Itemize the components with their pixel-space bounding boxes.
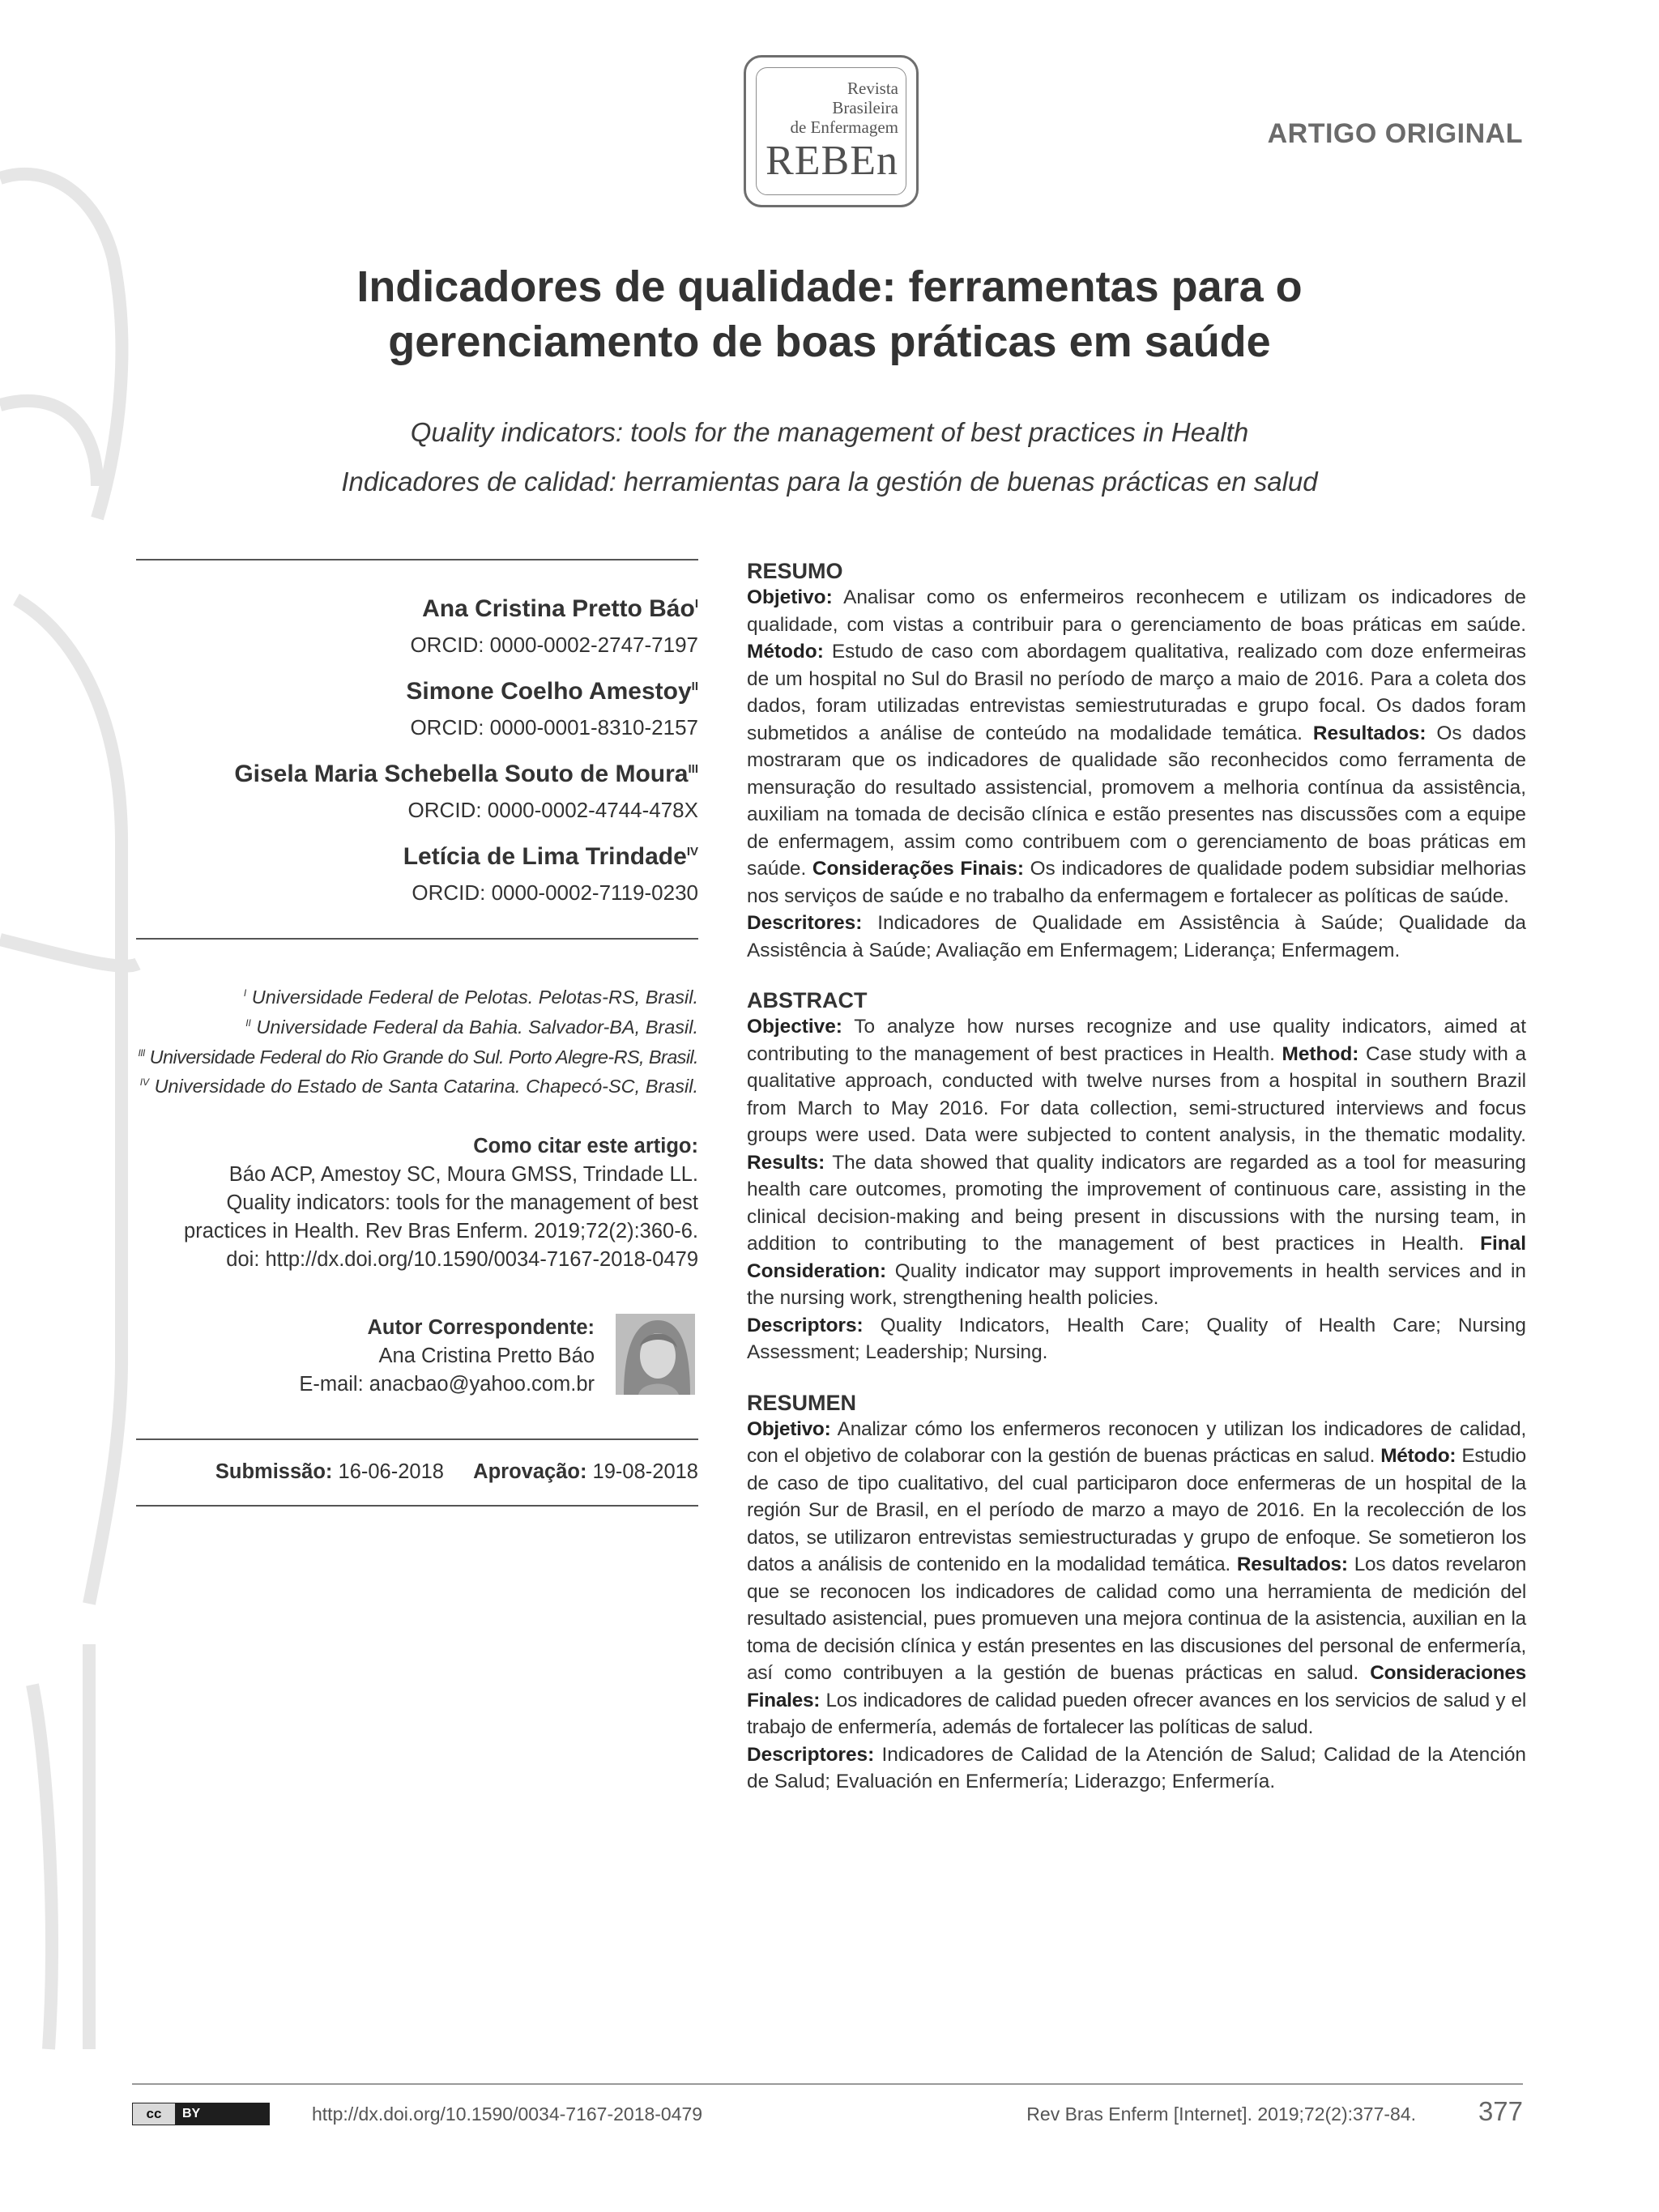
- watermark-figure: [0, 146, 178, 2090]
- dates-row: [136, 1458, 698, 1486]
- approval-label: Aprovação:: [473, 1460, 587, 1483]
- citation-line: Báo ACP, Amestoy SC, Moura GMSS, Trindade LL.: [228, 1163, 698, 1186]
- resumo-heading: RESUMO: [747, 559, 843, 583]
- title-line-2: gerenciamento de boas práticas em saúde: [388, 318, 1271, 366]
- author-mark: II: [691, 680, 698, 693]
- affiliations-block: [136, 980, 698, 1099]
- author-2: [136, 678, 698, 761]
- subtitle-spanish: Indicadores de calidad: herramientas para la gestión de buenas prácticas en salud: [341, 467, 1318, 497]
- by-label: BY: [182, 2107, 201, 2120]
- abstract-heading: ABSTRACT: [747, 988, 868, 1012]
- author-photo: [616, 1314, 695, 1395]
- divider-authors: [136, 938, 698, 940]
- approval-date: 19-08-2018: [592, 1460, 698, 1483]
- affiliation-item: $^{III}$ Universidade Federal do Rio Grande do Sul. Porto Alegre-RS, Brasil.: [138, 1046, 698, 1068]
- logo-line-brasileira: Brasileira: [832, 98, 898, 117]
- abstract-descriptors: Descriptors: Quality Indicators, Health Care; Quality of Health Care; Nursing Assessment; Leadership; Nursing.: [747, 1314, 1526, 1363]
- journal-logo: [744, 55, 919, 207]
- title-line-1: Indicadores de qualidade: ferramentas para o: [356, 262, 1303, 311]
- affiliation-item: $^{IV}$ Universidade do Estado de Santa Catarina. Chapecó-SC, Brasil.: [139, 1076, 698, 1097]
- author-orcid: ORCID: 0000-0002-2747-7197: [410, 633, 698, 657]
- article-title: [219, 259, 1440, 369]
- author-4: [136, 843, 698, 918]
- affiliation-item: $^I$ Universidade Federal de Pelotas. Pelotas-RS, Brasil.: [243, 986, 698, 1008]
- correspondence-name: Ana Cristina Pretto Báo: [378, 1345, 595, 1367]
- submission-label: Submissão:: [215, 1460, 333, 1483]
- resumo-descriptors: Descritores: Indicadores de Qualidade em Assistência à Saúde; Qualidade da Assistência à Saúde; Avaliação em Enfermagem; Liderança; Enfermagem.: [747, 912, 1526, 961]
- authors-block: [136, 595, 698, 918]
- resumen-body: Objetivo: Analizar cómo los enfermeros reconocen y utilizan los indicadores de calidad, con el objetivo de colaborar con la gestión de buenas prácticas en salud. Método: Estudio de caso de tipo cualitativo, del cual participaron doce enfermeras de un hospital de la región Sur de Brasil, en el período de marzo a mayo de 2016. En la recolección de los datos, se utilizaron entrevistas semiestructuradas y grupo de enfoque. Se sometieron los datos a análisis de contenido en la modalidad temática. Resultados: Los datos revelaron que se reconocen los indicadores de calidad como una herramienta de medición del resultado asistencial, pues promueven una mejora continua de la asistencia, auxilian en la toma de decisión clínica y están presentes en las discusiones del personal de enfermería, así como contribuyen a la gestión de buenas prácticas en salud. Consideraciones Finales: Los indicadores de calidad pueden ofrecer avances en los servicios de salud y el trabajo de enfermería, además de fortalecer las políticas de salud.: [747, 1417, 1527, 1738]
- divider-dates-bottom: [136, 1505, 698, 1507]
- divider-top-left: [136, 559, 698, 560]
- author-mark: IV: [686, 845, 698, 859]
- page-number: 377: [1478, 2096, 1523, 2126]
- author-orcid: ORCID: 0000-0002-4744-478X: [407, 798, 698, 822]
- resumen-heading: RESUMEN: [747, 1390, 857, 1415]
- author-orcid: ORCID: 0000-0002-7119-0230: [412, 880, 698, 905]
- logo-reben: REBEn: [766, 138, 898, 184]
- logo-line-enfermagem: de Enfermagem: [790, 117, 898, 137]
- citation-doi: doi: http://dx.doi.org/10.1590/0034-7167-2018-0479: [226, 1248, 698, 1271]
- logo-line-revista: Revista: [847, 79, 898, 98]
- cc-icon: cc: [133, 2103, 176, 2125]
- subtitle-english: Quality indicators: tools for the management of best practices in Health: [410, 417, 1249, 447]
- author-name: Simone Coelho Amestoy: [406, 678, 692, 705]
- citation-block: [136, 1132, 698, 1274]
- author-mark: III: [688, 762, 698, 776]
- abstract-body: Objective: To analyze how nurses recognize and use quality indicators, aimed at contributing to the management of best practices in Health. Method: Case study with a qualitative approach, conducted with twelve nurses from a hospital in southern Brazil from March to May 2016. For data collection, semi-structured interviews and focus groups were used. Data were subjected to content analysis, in the thematic modality. Results: The data showed that quality indicators are regarded as a tool for measuring health care outcomes, promoting the improvement of continuous care, assisting in the clinical decision-making and being present in discussions with the nursing team, in addition to contributing to the management of best practices in Health. Final Consideration: Quality indicator may support improvements in health services and in the nursing work, strengthening health policies.: [747, 1016, 1527, 1309]
- author-name: Ana Cristina Pretto Báo: [422, 595, 695, 622]
- article-type-label: ARTIGO ORIGINAL: [1267, 118, 1523, 149]
- cc-by-license-badge[interactable]: [132, 2103, 270, 2125]
- citation-heading: Como citar este artigo:: [473, 1135, 698, 1157]
- author-1: [136, 595, 698, 678]
- author-3: [136, 761, 698, 843]
- footer-journal-ref: Rev Bras Enferm [Internet]. 2019;72(2):377-84.: [1026, 2103, 1416, 2125]
- resumen-descriptors: Descriptores: Indicadores de Calidad de la Atención de Salud; Calidad de la Atención de Salud; Evaluación en Enfermería; Liderazgo; Enfermería.: [747, 1743, 1526, 1792]
- affiliation-item: $^{II}$ Universidade Federal da Bahia. Salvador-BA, Brasil.: [245, 1016, 698, 1038]
- resumo-section: [747, 559, 1526, 964]
- citation-line: Quality indicators: tools for the management of best: [226, 1191, 698, 1214]
- correspondence-block: [136, 1314, 595, 1399]
- correspondence-email[interactable]: E-mail: anacbao@yahoo.com.br: [299, 1373, 595, 1396]
- resumen-section: [747, 1391, 1526, 1796]
- author-mark: I: [694, 597, 698, 611]
- submission-date: 16-06-2018: [338, 1460, 444, 1483]
- resumo-body: Objetivo: Analisar como os enfermeiros reconhecem e utilizam os indicadores de qualidade, com vistas a contribuir para o gerenciamento de boas práticas em saúde. Método: Estudo de caso com abordagem qualitativa, realizado com doze enfermeiras de um hospital no Sul do Brasil no período de março a maio de 2016. Para a coleta dos dados, foram utilizadas entrevistas semiestruturadas e grupo focal. Os dados foram submetidos a análise de conteúdo na modalidade temática. Resultados: Os dados mostraram que os indicadores de qualidade são reconhecidos como ferramenta de mensuração do resultado assistencial, promovem a melhoria contínua da assistência, auxiliam na tomada de decisão clínica e estão presentes nas discussões com a equipe de enfermagem, assim como contribuem com o gerenciamento de boas práticas em saúde. Considerações Finais: Os indicadores de qualidade podem subsidiar melhorias nos serviços de saúde e no trabalho da enfermagem e fortalecer as políticas de saúde.: [747, 586, 1527, 907]
- correspondence-heading: Autor Correspondente:: [367, 1316, 595, 1339]
- abstracts-column: [747, 559, 1526, 1796]
- divider-dates-top: [136, 1438, 698, 1440]
- footer-doi-link[interactable]: http://dx.doi.org/10.1590/0034-7167-2018-0479: [312, 2103, 703, 2125]
- author-name: Gisela Maria Schebella Souto de Moura: [234, 761, 689, 787]
- footer-divider: [132, 2083, 1523, 2085]
- citation-line: practices in Health. Rev Bras Enferm. 2019;72(2):360-6.: [184, 1220, 698, 1242]
- author-name: Letícia de Lima Trindade: [403, 843, 687, 870]
- author-orcid: ORCID: 0000-0001-8310-2157: [410, 715, 698, 739]
- abstract-section: [747, 988, 1526, 1366]
